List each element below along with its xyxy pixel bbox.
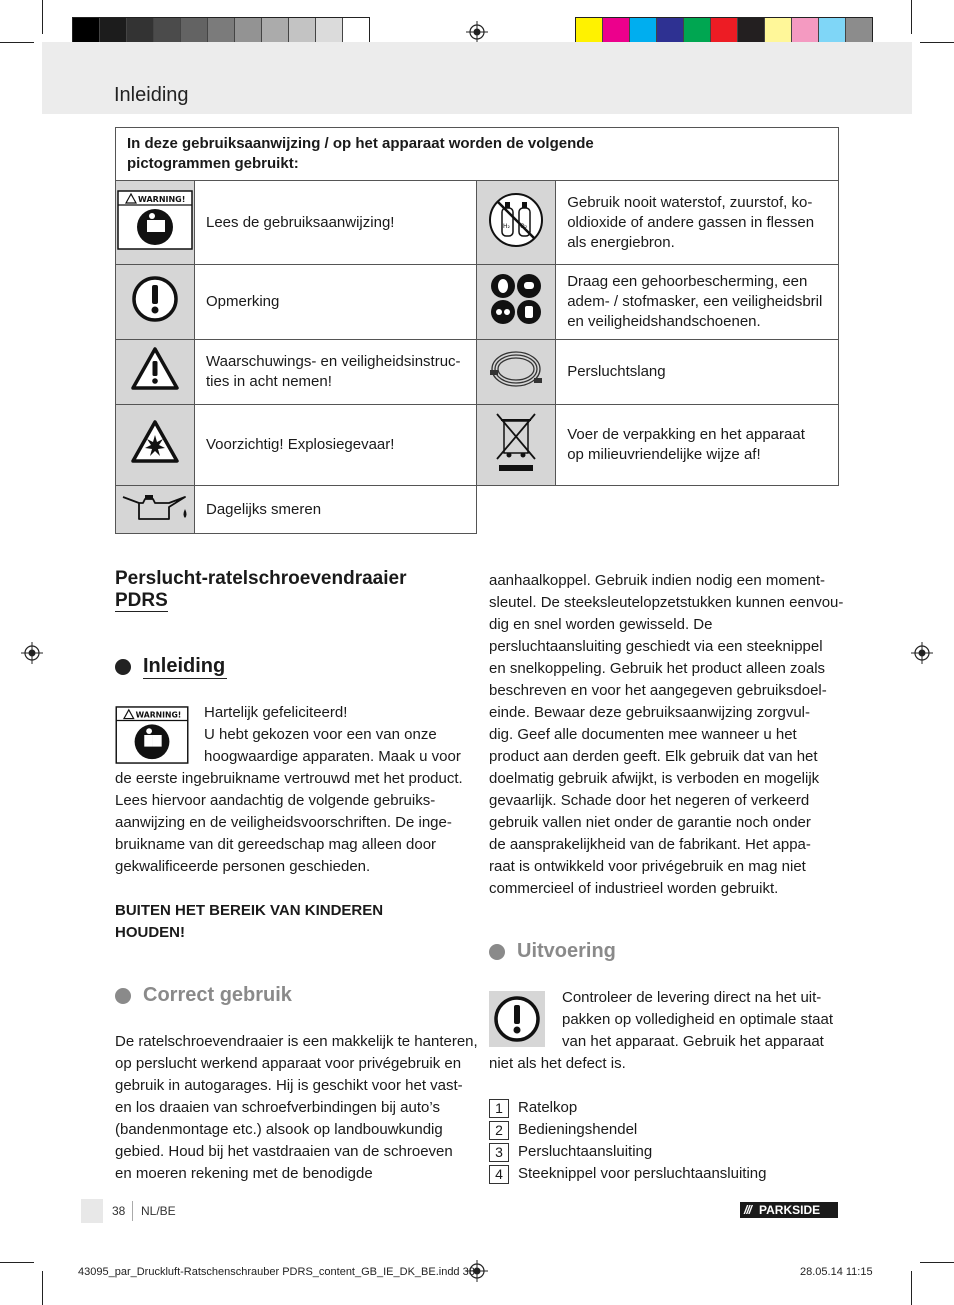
text-line: en los draaien van schroefverbindingen bij auto’s — [115, 1099, 440, 1116]
text-line: hoogwaardige apparaten. Maak u voor — [204, 748, 461, 765]
part-number: 3 — [489, 1143, 509, 1162]
explosion-cell — [116, 405, 195, 486]
disposal-cell — [477, 405, 556, 486]
list-item — [489, 1097, 767, 1119]
empty-cell — [477, 486, 839, 534]
list-item — [489, 1119, 767, 1141]
crop-mark — [0, 42, 34, 43]
registration-target-icon — [21, 642, 43, 664]
note-cell — [116, 265, 195, 340]
text-line: Controleer de levering direct na het uit- — [562, 989, 822, 1006]
pictogram-table — [115, 127, 839, 534]
design-text-full — [489, 1053, 626, 1075]
text-line: commercieel of industrieel worden gebruikt. — [489, 880, 779, 897]
disposal-text — [556, 405, 839, 486]
text-line: dig en snel worden gewisseld. De — [489, 616, 713, 633]
text-line: Lees hiervoor aandachtig de volgende gebruiks- — [115, 792, 436, 809]
heading-line: In deze gebruiksaanwijzing / op het apparaat worden de volgende — [127, 135, 594, 152]
text-line: persluchtaansluiting geschiedt via een steeknippel — [489, 638, 823, 655]
crop-mark — [42, 1271, 43, 1305]
children-warning — [115, 900, 383, 944]
bullet-icon — [115, 659, 131, 675]
warning-triangle-icon — [130, 346, 180, 392]
page-number: 38 — [112, 1204, 126, 1218]
text-line: gebied. Houd bij het vastdraaien van de schroeven — [115, 1143, 453, 1160]
text-line: product aan derden geeft. Elk gebruik dat van het — [489, 748, 818, 765]
product-title-line: Perslucht-ratelschroevendraaier — [115, 568, 407, 589]
note-exclamation-icon — [489, 991, 545, 1047]
text-line: en veiligheidshandschoenen. — [567, 313, 761, 330]
product-title-line: PDRS — [115, 590, 168, 611]
crop-mark — [42, 0, 43, 34]
text-line: op milieuvriendelijke wijze af! — [567, 446, 761, 463]
hose-text: Persluchtslang — [556, 340, 839, 405]
text-line: en snelkoppeling. Gebruik het product alleen zoals — [489, 660, 826, 677]
crop-mark — [911, 1271, 912, 1305]
crop-mark — [911, 0, 912, 34]
crop-mark — [920, 1262, 954, 1263]
text-line: U hebt gekozen voor een van onze — [204, 726, 437, 743]
gas-bottles-cell — [477, 181, 556, 265]
design-text-short — [562, 987, 833, 1053]
air-hose-icon — [487, 344, 545, 394]
print-slug-file: 43095_par_Druckluft-Ratschenschrauber PDRS_content_GB_IE_DK_BE.indd 38 — [78, 1266, 475, 1278]
text-line: aanwijzing en de veiligheidsvoorschriften. De inge- — [115, 814, 452, 831]
note-exclamation-icon — [130, 274, 180, 324]
svg-text:WARNING!: WARNING! — [138, 194, 186, 204]
text-line: adem- / stofmasker, een veiligheidsbril — [567, 293, 823, 310]
bullet-icon — [489, 944, 505, 960]
explosion-icon — [130, 419, 180, 465]
intro-text-short — [204, 702, 461, 768]
gas-warning-text — [556, 181, 839, 265]
product-title — [115, 568, 406, 612]
text-line: niet als het defect is. — [489, 1055, 626, 1072]
list-item — [489, 1141, 767, 1163]
footer-divider — [132, 1201, 133, 1221]
text-line: pakken op volledigheid en optimale staat — [562, 1011, 834, 1028]
svg-text:WARNING!: WARNING! — [135, 710, 182, 720]
print-slug-date: 28.05.14 11:15 — [800, 1266, 873, 1278]
logo-text: PARKSIDE — [759, 1203, 821, 1217]
part-number: 1 — [489, 1099, 509, 1118]
design-heading — [489, 940, 616, 963]
footer-marker — [81, 1199, 103, 1223]
part-label: Steeknippel voor persluchtaansluiting — [518, 1165, 767, 1182]
text-line: Hartelijk gefeliciteerd! — [204, 704, 348, 721]
svg-text:H₂: H₂ — [503, 222, 511, 230]
text-line: aanhaalkoppel. Gebruik indien nodig een moment- — [489, 572, 826, 589]
text-line: raat is ontwikkeld voor privégebruik en mag niet — [489, 858, 806, 875]
text-line: Draag een gehoorbescherming, een — [567, 273, 808, 290]
protective-gear-cell — [477, 265, 556, 340]
text-line: doelmatig gebruik afwijkt, is verboden en mogelijk — [489, 770, 820, 787]
part-number: 4 — [489, 1165, 509, 1184]
correct-use-text — [115, 1031, 478, 1185]
warning-manual-icon — [117, 190, 193, 250]
air-hose-cell — [477, 340, 556, 405]
oil-can-cell — [116, 486, 195, 534]
list-item — [489, 1163, 767, 1185]
text-line: en moeren rekening met de benodigde — [115, 1165, 373, 1182]
registration-target-icon — [466, 21, 488, 43]
text-line: van het apparaat. Gebruik het apparaat — [562, 1033, 824, 1050]
text-line: oldioxide of andere gassen in flessen — [567, 213, 815, 231]
text-line: de eerste ingebruikname vertrouwd met het product. — [115, 770, 463, 787]
note-text: Opmerking — [195, 265, 477, 340]
text-line: Waarschuwings- en veiligheidsinstruc- — [206, 353, 461, 370]
logo-stripes-icon: /// — [744, 1203, 752, 1217]
lubricate-text: Dagelijks smeren — [195, 486, 477, 534]
text-line: sleutel. De steeksleutelopzetstukken kunnen eenvou- — [489, 594, 844, 611]
text-line: De ratelschroevendraaier is een makkelijk te hanteren, — [115, 1033, 478, 1050]
protective-gear-icon — [488, 271, 544, 327]
crop-mark — [920, 42, 954, 43]
part-number: 2 — [489, 1121, 509, 1140]
part-label: Ratelkop — [518, 1099, 578, 1116]
intro-heading-label: Inleiding — [143, 655, 226, 677]
warning-text — [195, 340, 477, 405]
text-line: einde. Bewaar deze gebruiksaanwijzing zorgvul- — [489, 704, 811, 721]
crop-mark — [0, 1262, 34, 1263]
language-code: NL/BE — [141, 1204, 176, 1218]
text-line: gebruik in autogarages. Hij is geschikt voor het vast- — [115, 1077, 463, 1094]
text-line: ties in acht nemen! — [206, 373, 332, 390]
text-line: gekwalificeerde personen geschieden. — [115, 858, 371, 875]
text-line: Voer de verpakking en het apparaat — [567, 426, 805, 443]
explosion-text: Voorzichtig! Explosiegevaar! — [195, 405, 477, 486]
text-line: beschreven en voor het aangegeven gebruiksdoel- — [489, 682, 827, 699]
text-line: HOUDEN! — [115, 924, 185, 941]
svg-text:O₂: O₂ — [520, 222, 528, 230]
oil-can-icon — [119, 489, 191, 525]
correct-use-continued — [489, 570, 843, 900]
design-heading-label: Uitvoering — [517, 940, 616, 962]
text-line: BUITEN HET BEREIK VAN KINDEREN — [115, 902, 384, 919]
warning-manual-icon — [115, 706, 189, 764]
page-title: Inleiding — [114, 84, 189, 106]
text-line: Gebruik nooit waterstof, zuurstof, ko- — [567, 193, 813, 211]
part-label: Bedieningshendel — [518, 1121, 638, 1138]
bullet-icon — [115, 988, 131, 1004]
text-line: bruikname van dit gereedschap mag alleen door — [115, 836, 437, 853]
correct-use-heading-label: Correct gebruik — [143, 984, 292, 1006]
protection-text — [556, 265, 839, 340]
text-line: (bandenmontage etc.) alsook op landbouwkundig — [115, 1121, 443, 1138]
text-line: gebruik vallen niet onder de garantie noch onder — [489, 814, 811, 831]
crossed-bin-icon — [494, 411, 538, 473]
warning-cell — [116, 340, 195, 405]
parkside-logo — [740, 1202, 838, 1218]
parts-list — [489, 1097, 767, 1185]
text-line: gevaarlijk. Schade door het negeren of verkeerd — [489, 792, 810, 809]
part-label: Persluchtaansluiting — [518, 1143, 653, 1160]
gas-bottles-icon — [486, 190, 546, 250]
text-line: de aansprakelijkheid van de fabrikant. Het appa- — [489, 836, 811, 853]
warning-manual-cell — [116, 181, 195, 265]
read-manual-text: Lees de gebruiksaanwijzing! — [195, 181, 477, 265]
correct-use-heading — [115, 984, 292, 1007]
text-line: dig. Geef alle documenten mee wanneer u het — [489, 726, 797, 743]
intro-text-full — [115, 768, 463, 878]
registration-target-icon — [911, 642, 933, 664]
text-line: op perslucht werkend apparaat voor privégebruik en — [115, 1055, 462, 1072]
pictogram-table-heading — [116, 128, 839, 181]
intro-heading — [115, 655, 227, 679]
heading-line: pictogrammen gebruikt: — [127, 155, 299, 172]
text-line: als energiebron. — [567, 233, 675, 251]
